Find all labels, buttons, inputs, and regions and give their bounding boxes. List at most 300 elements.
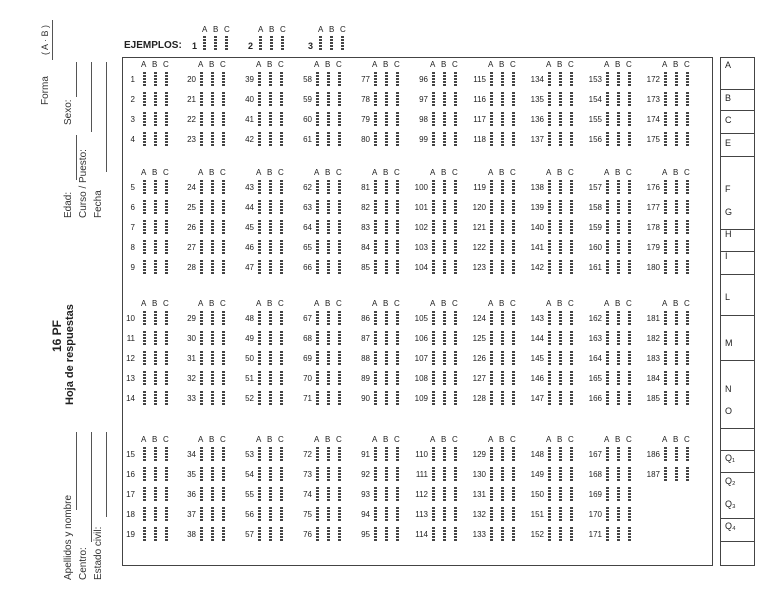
answer-bubble[interactable] [385, 391, 388, 406]
answer-bubble[interactable] [385, 527, 388, 542]
answer-bubble[interactable] [396, 467, 399, 482]
answer-bubble[interactable] [606, 72, 609, 87]
answer-bubble[interactable] [559, 200, 562, 215]
answer-bubble[interactable] [154, 447, 157, 462]
answer-bubble[interactable] [258, 240, 261, 255]
answer-bubble[interactable] [490, 72, 493, 87]
answer-bubble[interactable] [490, 132, 493, 147]
answer-bubble[interactable] [443, 260, 446, 275]
answer-bubble[interactable] [211, 487, 214, 502]
answer-bubble[interactable] [200, 220, 203, 235]
answer-bubble[interactable] [512, 331, 515, 346]
answer-bubble[interactable] [570, 467, 573, 482]
answer-bubble[interactable] [570, 260, 573, 275]
answer-bubble[interactable] [432, 132, 435, 147]
answer-bubble[interactable] [143, 467, 146, 482]
answer-bubble[interactable] [559, 447, 562, 462]
answer-bubble[interactable] [338, 180, 341, 195]
answer-bubble[interactable] [559, 260, 562, 275]
answer-bubble[interactable] [143, 112, 146, 127]
answer-bubble[interactable] [548, 260, 551, 275]
answer-bubble[interactable] [338, 351, 341, 366]
answer-bubble[interactable] [374, 112, 377, 127]
answer-bubble[interactable] [443, 240, 446, 255]
answer-bubble[interactable] [143, 260, 146, 275]
answer-bubble[interactable] [617, 447, 620, 462]
answer-bubble[interactable] [222, 507, 225, 522]
answer-bubble[interactable] [385, 487, 388, 502]
answer-bubble[interactable] [374, 331, 377, 346]
answer-bubble[interactable] [280, 447, 283, 462]
answer-bubble[interactable] [396, 487, 399, 502]
answer-bubble[interactable] [269, 200, 272, 215]
answer-bubble[interactable] [628, 467, 631, 482]
answer-bubble[interactable] [280, 180, 283, 195]
answer-bubble[interactable] [443, 331, 446, 346]
answer-bubble[interactable] [686, 240, 689, 255]
answer-bubble[interactable] [432, 180, 435, 195]
answer-bubble[interactable] [154, 391, 157, 406]
answer-bubble[interactable] [165, 240, 168, 255]
answer-bubble[interactable] [374, 240, 377, 255]
answer-bubble[interactable] [211, 447, 214, 462]
answer-bubble[interactable] [490, 447, 493, 462]
answer-bubble[interactable] [548, 507, 551, 522]
answer-bubble[interactable] [211, 371, 214, 386]
answer-bubble[interactable] [222, 72, 225, 87]
answer-bubble[interactable] [280, 220, 283, 235]
answer-bubble[interactable] [675, 220, 678, 235]
answer-bubble[interactable] [512, 311, 515, 326]
answer-bubble[interactable] [628, 487, 631, 502]
answer-bubble[interactable] [258, 112, 261, 127]
answer-bubble[interactable] [559, 180, 562, 195]
answer-bubble[interactable] [501, 487, 504, 502]
answer-bubble[interactable] [143, 132, 146, 147]
answer-bubble[interactable] [559, 220, 562, 235]
answer-bubble[interactable] [548, 200, 551, 215]
answer-bubble[interactable] [675, 132, 678, 147]
answer-bubble[interactable] [143, 72, 146, 87]
answer-bubble[interactable] [628, 311, 631, 326]
answer-bubble[interactable] [432, 391, 435, 406]
answer-bubble[interactable] [280, 311, 283, 326]
answer-bubble[interactable] [559, 132, 562, 147]
answer-bubble[interactable] [338, 132, 341, 147]
answer-bubble[interactable] [269, 72, 272, 87]
answer-bubble[interactable] [686, 447, 689, 462]
answer-bubble[interactable] [501, 331, 504, 346]
answer-bubble[interactable] [617, 112, 620, 127]
answer-bubble[interactable] [512, 487, 515, 502]
answer-bubble[interactable] [443, 200, 446, 215]
answer-bubble[interactable] [443, 180, 446, 195]
answer-bubble[interactable] [385, 200, 388, 215]
answer-bubble[interactable] [628, 351, 631, 366]
answer-bubble[interactable] [211, 112, 214, 127]
answer-bubble[interactable] [454, 260, 457, 275]
answer-bubble[interactable] [559, 487, 562, 502]
answer-bubble[interactable] [222, 240, 225, 255]
answer-bubble[interactable] [200, 311, 203, 326]
answer-bubble[interactable] [385, 351, 388, 366]
answer-bubble[interactable] [154, 92, 157, 107]
answer-bubble[interactable] [316, 200, 319, 215]
answer-bubble[interactable] [374, 132, 377, 147]
answer-bubble[interactable] [501, 311, 504, 326]
answer-bubble[interactable] [222, 487, 225, 502]
answer-bubble[interactable] [211, 527, 214, 542]
answer-bubble[interactable] [269, 507, 272, 522]
answer-bubble[interactable] [570, 72, 573, 87]
answer-bubble[interactable] [617, 311, 620, 326]
answer-bubble[interactable] [501, 72, 504, 87]
answer-bubble[interactable] [258, 391, 261, 406]
answer-bubble[interactable] [200, 240, 203, 255]
answer-bubble[interactable] [606, 200, 609, 215]
answer-bubble[interactable] [385, 447, 388, 462]
answer-bubble[interactable] [165, 311, 168, 326]
answer-bubble[interactable] [200, 260, 203, 275]
answer-bubble[interactable] [664, 331, 667, 346]
answer-bubble[interactable] [606, 112, 609, 127]
answer-bubble[interactable] [664, 447, 667, 462]
answer-bubble[interactable] [501, 467, 504, 482]
answer-bubble[interactable] [548, 72, 551, 87]
answer-bubble[interactable] [548, 527, 551, 542]
answer-bubble[interactable] [606, 132, 609, 147]
answer-bubble[interactable] [454, 72, 457, 87]
answer-bubble[interactable] [222, 200, 225, 215]
answer-bubble[interactable] [559, 331, 562, 346]
answer-bubble[interactable] [664, 72, 667, 87]
answer-bubble[interactable] [280, 112, 283, 127]
answer-bubble[interactable] [454, 331, 457, 346]
answer-bubble[interactable] [385, 92, 388, 107]
answer-bubble[interactable] [675, 200, 678, 215]
answer-bubble[interactable] [269, 331, 272, 346]
answer-bubble[interactable] [211, 180, 214, 195]
answer-bubble[interactable] [385, 260, 388, 275]
answer-bubble[interactable] [374, 447, 377, 462]
answer-bubble[interactable] [396, 311, 399, 326]
answer-bubble[interactable] [490, 92, 493, 107]
answer-bubble[interactable] [269, 132, 272, 147]
answer-bubble[interactable] [512, 240, 515, 255]
answer-bubble[interactable] [512, 132, 515, 147]
answer-bubble[interactable] [316, 220, 319, 235]
answer-bubble[interactable] [374, 487, 377, 502]
answer-bubble[interactable] [512, 92, 515, 107]
answer-bubble[interactable] [617, 92, 620, 107]
answer-bubble[interactable] [512, 72, 515, 87]
answer-bubble[interactable] [374, 72, 377, 87]
answer-bubble[interactable] [512, 371, 515, 386]
answer-bubble[interactable] [396, 331, 399, 346]
answer-bubble[interactable] [374, 467, 377, 482]
answer-bubble[interactable] [385, 371, 388, 386]
answer-bubble[interactable] [200, 391, 203, 406]
answer-bubble[interactable] [570, 371, 573, 386]
answer-bubble[interactable] [675, 467, 678, 482]
answer-bubble[interactable] [490, 240, 493, 255]
answer-bubble[interactable] [512, 260, 515, 275]
answer-bubble[interactable] [200, 72, 203, 87]
answer-bubble[interactable] [143, 220, 146, 235]
answer-bubble[interactable] [664, 391, 667, 406]
answer-bubble[interactable] [385, 180, 388, 195]
answer-bubble[interactable] [396, 200, 399, 215]
answer-bubble[interactable] [143, 180, 146, 195]
answer-bubble[interactable] [559, 240, 562, 255]
answer-bubble[interactable] [143, 92, 146, 107]
answer-bubble[interactable] [327, 467, 330, 482]
answer-bubble[interactable] [432, 112, 435, 127]
answer-bubble[interactable] [675, 180, 678, 195]
answer-bubble[interactable] [316, 92, 319, 107]
answer-bubble[interactable] [327, 72, 330, 87]
answer-bubble[interactable] [385, 467, 388, 482]
answer-bubble[interactable] [258, 260, 261, 275]
answer-bubble[interactable] [200, 467, 203, 482]
answer-bubble[interactable] [490, 112, 493, 127]
answer-bubble[interactable] [501, 371, 504, 386]
answer-bubble[interactable] [548, 331, 551, 346]
answer-bubble[interactable] [338, 447, 341, 462]
answer-bubble[interactable] [686, 200, 689, 215]
answer-bubble[interactable] [501, 92, 504, 107]
answer-bubble[interactable] [269, 311, 272, 326]
answer-bubble[interactable] [338, 467, 341, 482]
answer-bubble[interactable] [280, 487, 283, 502]
answer-bubble[interactable] [686, 331, 689, 346]
answer-bubble[interactable] [327, 112, 330, 127]
answer-bubble[interactable] [686, 467, 689, 482]
answer-bubble[interactable] [443, 132, 446, 147]
answer-bubble[interactable] [443, 112, 446, 127]
answer-bubble[interactable] [559, 112, 562, 127]
answer-bubble[interactable] [269, 180, 272, 195]
answer-bubble[interactable] [548, 220, 551, 235]
answer-bubble[interactable] [269, 487, 272, 502]
answer-bubble[interactable] [211, 351, 214, 366]
answer-bubble[interactable] [432, 331, 435, 346]
answer-bubble[interactable] [385, 331, 388, 346]
answer-bubble[interactable] [548, 391, 551, 406]
answer-bubble[interactable] [501, 240, 504, 255]
answer-bubble[interactable] [222, 527, 225, 542]
answer-bubble[interactable] [570, 200, 573, 215]
answer-bubble[interactable] [606, 180, 609, 195]
answer-bubble[interactable] [443, 527, 446, 542]
answer-bubble[interactable] [548, 180, 551, 195]
answer-bubble[interactable] [258, 527, 261, 542]
answer-bubble[interactable] [664, 92, 667, 107]
answer-bubble[interactable] [165, 112, 168, 127]
answer-bubble[interactable] [606, 527, 609, 542]
answer-bubble[interactable] [143, 487, 146, 502]
answer-bubble[interactable] [501, 260, 504, 275]
answer-bubble[interactable] [548, 351, 551, 366]
answer-bubble[interactable] [200, 371, 203, 386]
answer-bubble[interactable] [396, 260, 399, 275]
answer-bubble[interactable] [374, 391, 377, 406]
answer-bubble[interactable] [258, 487, 261, 502]
answer-bubble[interactable] [200, 92, 203, 107]
answer-bubble[interactable] [258, 72, 261, 87]
answer-bubble[interactable] [338, 391, 341, 406]
answer-bubble[interactable] [606, 351, 609, 366]
answer-bubble[interactable] [490, 220, 493, 235]
answer-bubble[interactable] [280, 351, 283, 366]
answer-bubble[interactable] [396, 391, 399, 406]
answer-bubble[interactable] [338, 240, 341, 255]
answer-bubble[interactable] [200, 447, 203, 462]
answer-bubble[interactable] [154, 132, 157, 147]
answer-bubble[interactable] [490, 467, 493, 482]
answer-bubble[interactable] [396, 220, 399, 235]
answer-bubble[interactable] [280, 92, 283, 107]
answer-bubble[interactable] [454, 200, 457, 215]
answer-bubble[interactable] [143, 527, 146, 542]
answer-bubble[interactable] [606, 240, 609, 255]
answer-bubble[interactable] [548, 447, 551, 462]
answer-bubble[interactable] [443, 351, 446, 366]
answer-bubble[interactable] [628, 92, 631, 107]
answer-bubble[interactable] [501, 507, 504, 522]
answer-bubble[interactable] [501, 391, 504, 406]
answer-bubble[interactable] [316, 240, 319, 255]
answer-bubble[interactable] [327, 200, 330, 215]
answer-bubble[interactable] [454, 371, 457, 386]
answer-bubble[interactable] [211, 467, 214, 482]
answer-bubble[interactable] [559, 507, 562, 522]
answer-bubble[interactable] [143, 311, 146, 326]
answer-bubble[interactable] [675, 371, 678, 386]
answer-bubble[interactable] [211, 507, 214, 522]
answer-bubble[interactable] [664, 240, 667, 255]
answer-bubble[interactable] [154, 180, 157, 195]
answer-bubble[interactable] [617, 200, 620, 215]
answer-bubble[interactable] [338, 260, 341, 275]
answer-bubble[interactable] [548, 132, 551, 147]
answer-bubble[interactable] [200, 180, 203, 195]
answer-bubble[interactable] [327, 371, 330, 386]
answer-bubble[interactable] [617, 391, 620, 406]
answer-bubble[interactable] [211, 132, 214, 147]
answer-bubble[interactable] [432, 371, 435, 386]
answer-bubble[interactable] [664, 180, 667, 195]
answer-bubble[interactable] [512, 527, 515, 542]
answer-bubble[interactable] [269, 112, 272, 127]
answer-bubble[interactable] [570, 112, 573, 127]
answer-bubble[interactable] [512, 447, 515, 462]
answer-bubble[interactable] [374, 200, 377, 215]
answer-bubble[interactable] [501, 527, 504, 542]
answer-bubble[interactable] [327, 391, 330, 406]
answer-bubble[interactable] [454, 132, 457, 147]
answer-bubble[interactable] [675, 92, 678, 107]
answer-bubble[interactable] [154, 487, 157, 502]
answer-bubble[interactable] [396, 92, 399, 107]
answer-bubble[interactable] [512, 220, 515, 235]
answer-bubble[interactable] [606, 260, 609, 275]
answer-bubble[interactable] [443, 371, 446, 386]
answer-bubble[interactable] [490, 331, 493, 346]
answer-bubble[interactable] [269, 371, 272, 386]
answer-bubble[interactable] [327, 180, 330, 195]
answer-bubble[interactable] [374, 351, 377, 366]
answer-bubble[interactable] [316, 260, 319, 275]
answer-bubble[interactable] [443, 311, 446, 326]
answer-bubble[interactable] [316, 447, 319, 462]
answer-bubble[interactable] [606, 487, 609, 502]
answer-bubble[interactable] [280, 527, 283, 542]
answer-bubble[interactable] [200, 351, 203, 366]
answer-bubble[interactable] [606, 391, 609, 406]
answer-bubble[interactable] [222, 371, 225, 386]
answer-bubble[interactable] [617, 467, 620, 482]
answer-bubble[interactable] [675, 311, 678, 326]
answer-bubble[interactable] [628, 447, 631, 462]
answer-bubble[interactable] [280, 371, 283, 386]
answer-bubble[interactable] [165, 200, 168, 215]
answer-bubble[interactable] [628, 240, 631, 255]
answer-bubble[interactable] [222, 220, 225, 235]
answer-bubble[interactable] [374, 371, 377, 386]
answer-bubble[interactable] [432, 92, 435, 107]
answer-bubble[interactable] [664, 132, 667, 147]
answer-bubble[interactable] [374, 260, 377, 275]
answer-bubble[interactable] [570, 507, 573, 522]
answer-bubble[interactable] [628, 371, 631, 386]
answer-bubble[interactable] [606, 92, 609, 107]
answer-bubble[interactable] [154, 240, 157, 255]
answer-bubble[interactable] [338, 311, 341, 326]
answer-bubble[interactable] [686, 371, 689, 386]
answer-bubble[interactable] [385, 240, 388, 255]
answer-bubble[interactable] [432, 507, 435, 522]
answer-bubble[interactable] [570, 311, 573, 326]
answer-bubble[interactable] [559, 72, 562, 87]
answer-bubble[interactable] [548, 487, 551, 502]
answer-bubble[interactable] [443, 220, 446, 235]
answer-bubble[interactable] [559, 527, 562, 542]
answer-bubble[interactable] [154, 351, 157, 366]
answer-bubble[interactable] [316, 371, 319, 386]
answer-bubble[interactable] [269, 240, 272, 255]
answer-bubble[interactable] [258, 180, 261, 195]
answer-bubble[interactable] [258, 200, 261, 215]
answer-bubble[interactable] [222, 92, 225, 107]
answer-bubble[interactable] [280, 507, 283, 522]
answer-bubble[interactable] [280, 391, 283, 406]
answer-bubble[interactable] [454, 240, 457, 255]
answer-bubble[interactable] [432, 487, 435, 502]
answer-bubble[interactable] [443, 447, 446, 462]
answer-bubble[interactable] [675, 112, 678, 127]
answer-bubble[interactable] [165, 391, 168, 406]
answer-bubble[interactable] [211, 240, 214, 255]
answer-bubble[interactable] [675, 447, 678, 462]
answer-bubble[interactable] [222, 447, 225, 462]
answer-bubble[interactable] [222, 311, 225, 326]
answer-bubble[interactable] [490, 391, 493, 406]
answer-bubble[interactable] [338, 92, 341, 107]
answer-bubble[interactable] [490, 260, 493, 275]
answer-bubble[interactable] [454, 391, 457, 406]
answer-bubble[interactable] [617, 351, 620, 366]
